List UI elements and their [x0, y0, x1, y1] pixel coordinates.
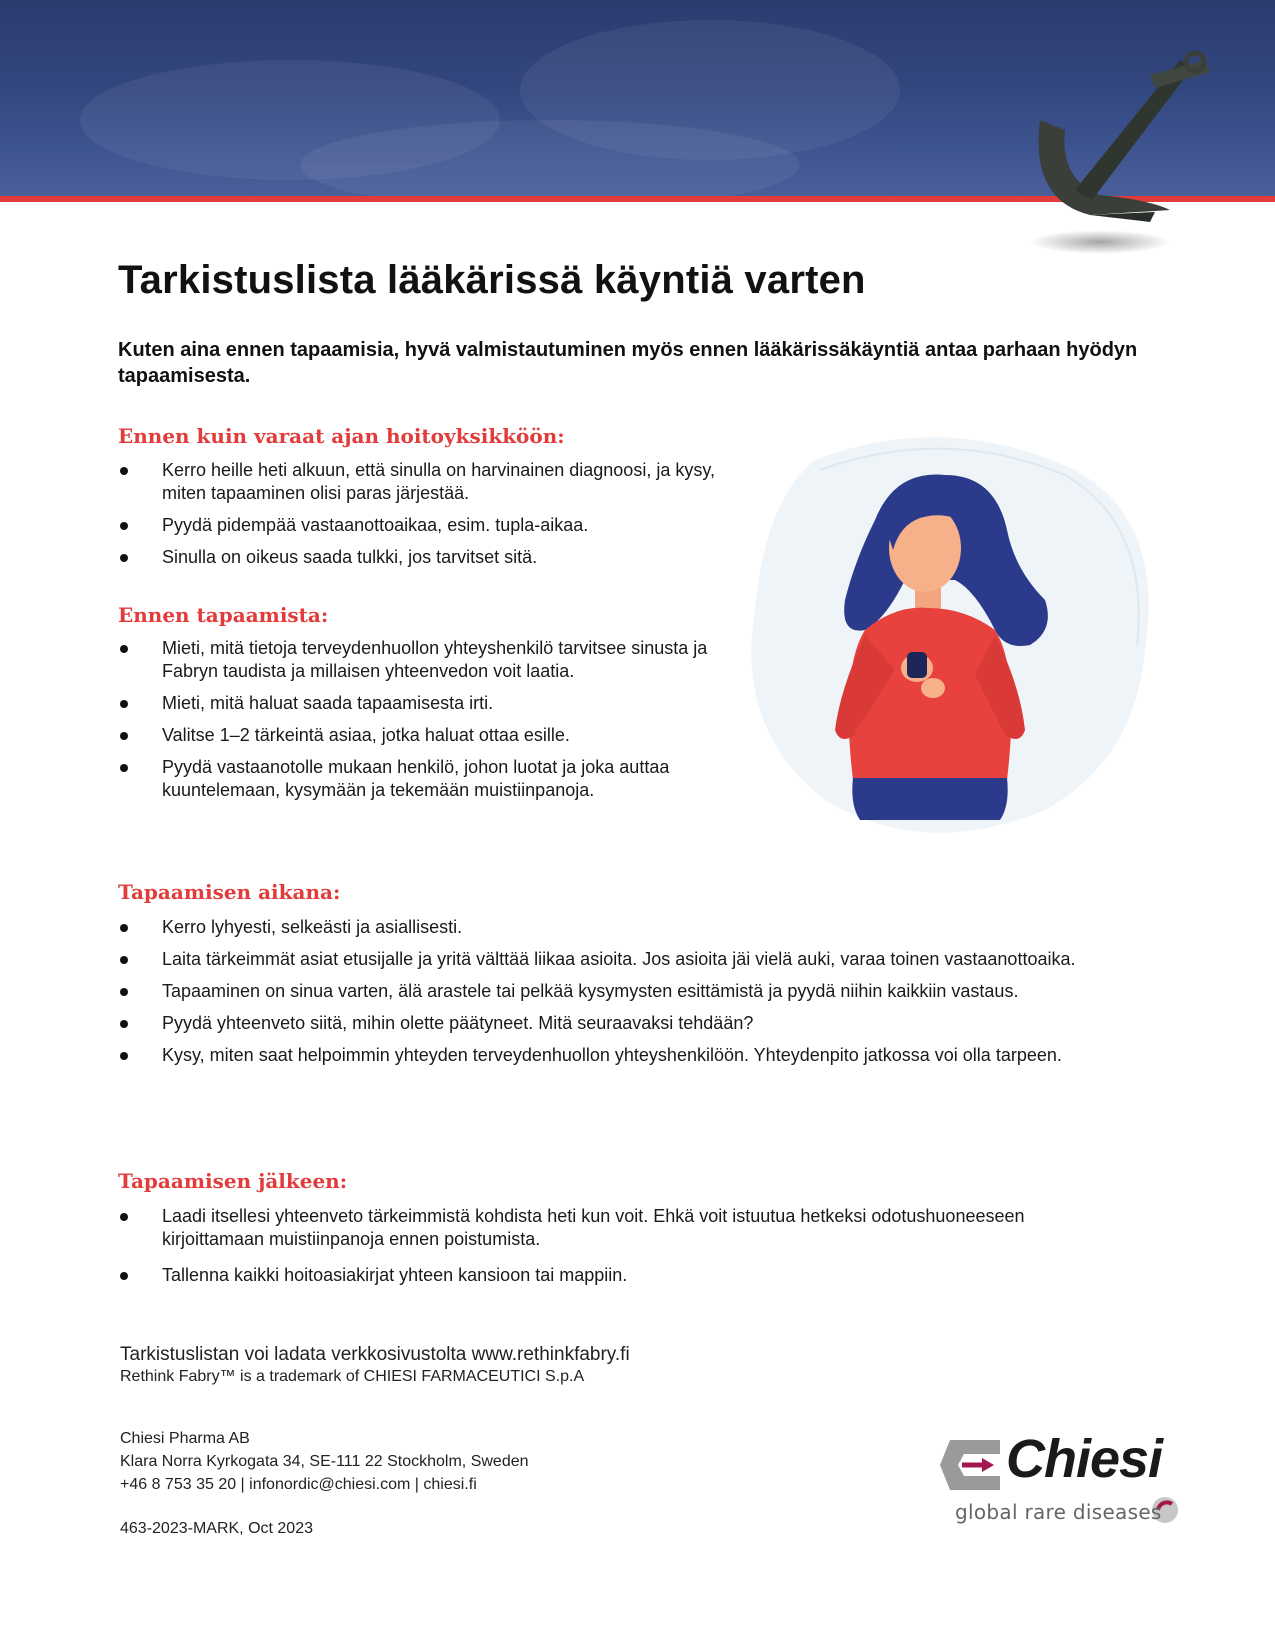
list-item: Kysy, miten saat helpoimmin yhteyden terveydenhuollon yhteyshenkilöön. Yhteydenpito jatkossa voi olla tarpeen. — [118, 1044, 1118, 1067]
company-name: Chiesi Pharma AB — [120, 1430, 250, 1447]
list-item: Sinulla on oikeus saada tulkki, jos tarvitset sitä. — [118, 546, 718, 569]
company-address: Klara Norra Kyrkogata 34, SE-111 22 Stockholm, Sweden — [120, 1453, 529, 1470]
company-contact: +46 8 753 35 20 | infonordic@chiesi.com | chiesi.fi — [120, 1476, 477, 1493]
list-item: Valitse 1–2 tärkeintä asiaa, jotka haluat ottaa esille. — [118, 724, 718, 747]
woman-with-phone-illustration — [745, 430, 1155, 850]
checklist-during-appointment — [118, 916, 1118, 1076]
intro-text: Kuten aina ennen tapaamisia, hyvä valmistautuminen myös ennen lääkärissäkäyntiä antaa parhaan hyödyn tapaamisesta. — [118, 339, 1138, 387]
list-item: Pyydä pidempää vastaanottoaikaa, esim. tupla-aikaa. — [118, 514, 718, 537]
trademark-note: Rethink Fabry™ is a trademark of CHIESI FARMACEUTICI S.p.A — [120, 1368, 585, 1385]
section-heading-after-appointment: Tapaamisen jälkeen: — [118, 1169, 348, 1193]
checklist-before-appointment — [118, 637, 718, 811]
logo-wordmark: Chiesi — [1006, 1429, 1163, 1489]
list-item: Tapaaminen on sinua varten, älä arastele tai pelkää kysymysten esittämistä ja pyydä niihin kaikkiin vastaus. — [118, 980, 1118, 1003]
anchor-image — [1030, 50, 1260, 260]
list-item: Laita tärkeimmät asiat etusijalle ja yritä välttää liikaa asioita. Jos asioita jäi vielä auki, varaa toinen vastaanottoaika. — [118, 948, 1118, 971]
list-item: Tallenna kaikki hoitoasiakirjat yhteen kansioon tai mappiin. — [118, 1264, 1118, 1287]
list-item: Pyydä vastaanotolle mukaan henkilö, johon luotat ja joka auttaa kuuntelemaan, kysymään ja tekemään muistiinpanoja. — [118, 756, 718, 802]
logo-tagline: global rare diseases — [955, 1500, 1162, 1524]
list-item: Kerro lyhyesti, selkeästi ja asiallisesti. — [118, 916, 1118, 939]
document-code: 463-2023-MARK, Oct 2023 — [120, 1520, 313, 1537]
list-item: Mieti, mitä haluat saada tapaamisesta irti. — [118, 692, 718, 715]
section-heading-during-appointment: Tapaamisen aikana: — [118, 880, 341, 904]
checklist-before-booking — [118, 459, 718, 578]
list-item: Pyydä yhteenveto siitä, mihin olette päätyneet. Mitä seuraavaksi tehdään? — [118, 1012, 1118, 1035]
checklist-after-appointment — [118, 1205, 1118, 1296]
page-title: Tarkistuslista lääkärissä käyntiä varten — [118, 258, 866, 302]
list-item: Mieti, mitä tietoja terveydenhuollon yhteyshenkilö tarvitsee sinusta ja Fabryn taudista ja millaisen yhteenvedon voit laatia. — [118, 637, 718, 683]
list-item: Laadi itsellesi yhteenveto tärkeimmistä kohdista heti kun voit. Ehkä voit istuutua hetkeksi odotushuoneeseen kirjoittamaan muistiinpanoja ennen poistumista. — [118, 1205, 1118, 1251]
section-heading-before-appointment: Ennen tapaamista: — [118, 603, 329, 627]
download-note: Tarkistuslistan voi ladata verkkosivustolta www.rethinkfabry.fi — [120, 1344, 630, 1365]
section-heading-before-booking: Ennen kuin varaat ajan hoitoyksikköön: — [118, 424, 565, 448]
list-item: Kerro heille heti alkuun, että sinulla on harvinainen diagnoosi, ja kysy, miten tapaaminen olisi paras järjestää. — [118, 459, 718, 505]
